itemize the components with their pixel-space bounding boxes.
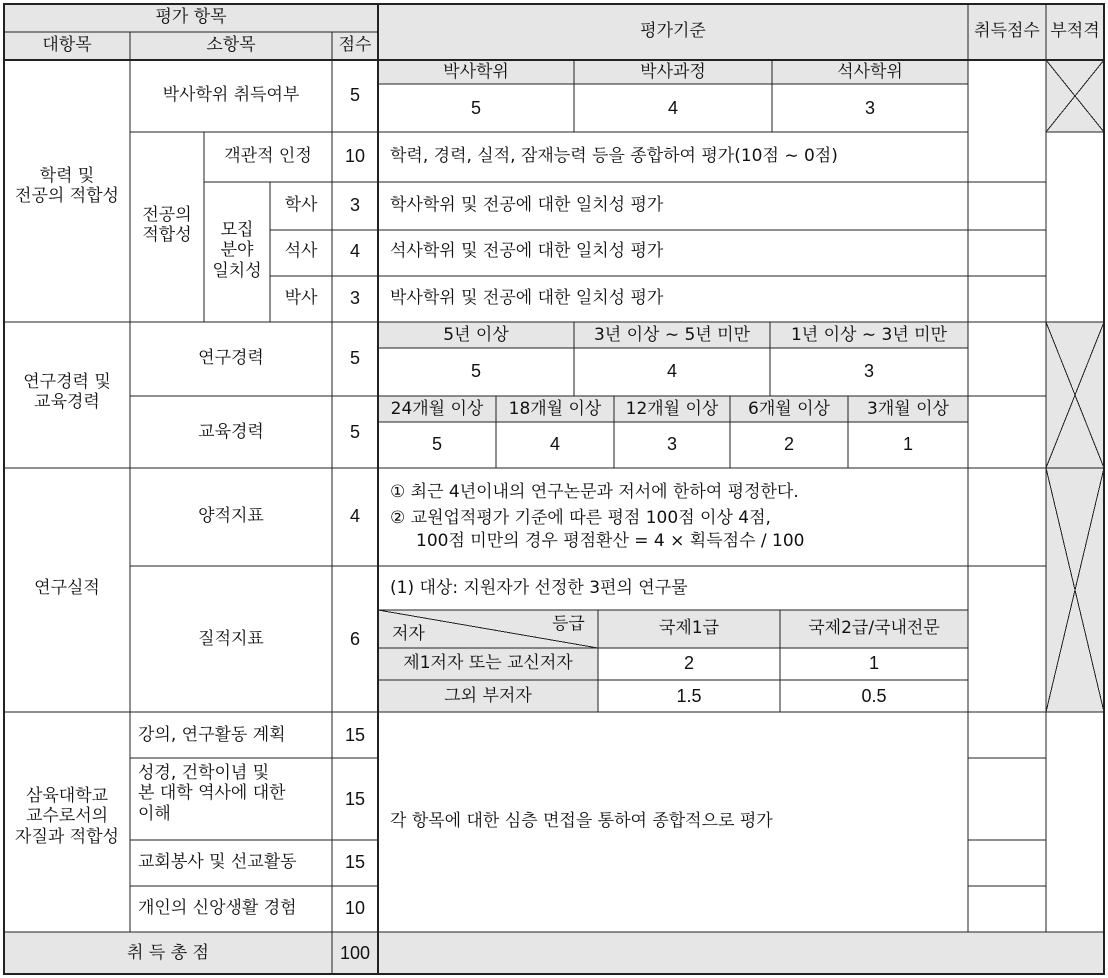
qual-co-author-v2: 0.5	[861, 686, 887, 706]
phd-grade-head-3: 석사학위	[837, 62, 903, 82]
phd-grade-val-1: 5	[470, 98, 481, 118]
qual-row-co-author: 그외 부저자	[444, 686, 532, 706]
total-points: 100	[339, 943, 371, 963]
phd-grade-head-2: 박사과정	[640, 62, 706, 82]
teaching-grade-head-5: 3개월 이상	[867, 399, 949, 419]
teaching-grade-head-1: 24개월 이상	[390, 399, 484, 419]
bachelor-points: 3	[349, 195, 360, 215]
phd-grade-head-1: 박사학위	[443, 62, 509, 82]
research-points: 5	[349, 348, 360, 368]
objective-points: 10	[344, 146, 366, 166]
teaching-points: 5	[349, 422, 360, 442]
research-grade-head-2: 3년 이상 ∼ 5년 미만	[593, 325, 751, 345]
doctor-points: 3	[349, 288, 360, 308]
qual-co-author-v1: 1.5	[676, 686, 702, 706]
qual-first-author-v1: 2	[683, 653, 694, 673]
objective-label: 객관적 인정	[224, 146, 312, 166]
quant-line-3: 100점 미만의 경우 평점환산 = 4 × 획득점수 / 100	[416, 531, 805, 551]
phd-label: 박사학위 취득여부	[162, 85, 300, 105]
research-grade-head-1: 5년 이상	[443, 325, 509, 345]
sec4-item-3-points: 15	[344, 852, 366, 872]
header-points: 점수	[338, 35, 372, 55]
objective-criteria: 학력, 경력, 실적, 잠재능력 등을 종합하여 평가(10점 ∼ 0점)	[390, 146, 838, 166]
doctor-criteria: 박사학위 및 전공에 대한 일치성 평가	[390, 288, 664, 308]
teaching-grade-head-3: 12개월 이상	[625, 399, 719, 419]
major-fit-label: 전공의 적합성	[142, 205, 192, 246]
qual-col-intl1: 국제1급	[658, 618, 720, 638]
qual-col-intl2: 국제2급/국내전문	[808, 618, 940, 638]
research-grade-head-3: 1년 이상 ∼ 3년 미만	[790, 325, 948, 345]
sec4-item-2: 성경, 건학이념 및 본 대학 역사에 대한 이해	[138, 763, 286, 824]
phd-grade-val-3: 3	[864, 98, 875, 118]
teaching-grade-head-2: 18개월 이상	[508, 399, 602, 419]
sec4-item-1-points: 15	[344, 725, 366, 745]
total-label: 취 득 총 점	[127, 943, 209, 963]
qual-target: (1) 대상: 지원자가 선정한 3편의 연구물	[390, 578, 688, 598]
master-points: 4	[349, 241, 360, 261]
teaching-grade-val-1: 5	[431, 434, 442, 454]
qual-label: 질적지표	[198, 629, 264, 649]
field-match-label: 모집 분야 일치성	[212, 220, 262, 281]
teaching-grade-val-5: 1	[902, 434, 913, 454]
sec4-item-4: 개인의 신앙생활 경험	[138, 898, 297, 918]
bachelor-criteria: 학사학위 및 전공에 대한 일치성 평가	[390, 195, 664, 215]
sec4-criteria: 각 항목에 대한 심층 면접을 통하여 종합적으로 평가	[390, 811, 773, 831]
qual-row-first-author: 제1저자 또는 교신저자	[403, 653, 573, 673]
sec4-label: 삼육대학교 교수로서의 자질과 적합성	[15, 786, 119, 847]
teaching-label: 교육경력	[198, 422, 264, 442]
header-minor: 소항목	[206, 35, 256, 55]
teaching-grade-val-4: 2	[783, 434, 794, 454]
research-grade-val-2: 4	[666, 361, 677, 381]
quant-line-1: ① 최근 4년이내의 연구논문과 저서에 한하여 평정한다.	[390, 482, 799, 502]
bachelor-label: 학사	[284, 195, 318, 215]
qual-points: 6	[349, 629, 360, 649]
header-earned: 취득점수	[974, 21, 1040, 41]
research-grade-val-1: 5	[470, 361, 481, 381]
sec3-label: 연구실적	[34, 578, 100, 598]
sec4-item-1: 강의, 연구활동 계획	[138, 725, 286, 745]
sec4-item-4-points: 10	[344, 898, 366, 918]
quant-line-2: ② 교원업적평가 기준에 따른 평점 100점 이상 4점,	[390, 508, 771, 528]
phd-points: 5	[349, 85, 360, 105]
research-label: 연구경력	[198, 348, 264, 368]
quant-label: 양적지표	[198, 506, 264, 526]
research-grade-val-3: 3	[863, 361, 874, 381]
header-fail: 부적격	[1050, 21, 1100, 41]
qual-diag-bottom: 저자	[392, 624, 425, 644]
teaching-grade-val-2: 4	[549, 434, 560, 454]
master-label: 석사	[284, 241, 318, 261]
master-criteria: 석사학위 및 전공에 대한 일치성 평가	[390, 241, 664, 261]
sec2-label: 연구경력 및 교육경력	[23, 372, 111, 413]
sec4-item-3: 교회봉사 및 선교활동	[138, 852, 297, 872]
header-major: 대항목	[42, 35, 92, 55]
header-criteria: 평가기준	[640, 21, 706, 41]
quant-points: 4	[349, 506, 360, 526]
phd-grade-val-2: 4	[667, 98, 678, 118]
qual-diag-top: 등급	[552, 614, 585, 634]
doctor-label: 박사	[284, 288, 318, 308]
teaching-grade-head-4: 6개월 이상	[748, 399, 830, 419]
sec4-item-2-points: 15	[344, 789, 366, 809]
teaching-grade-val-3: 3	[666, 434, 677, 454]
sec1-label: 학력 및 전공의 적합성	[15, 166, 119, 207]
qual-first-author-v2: 1	[868, 653, 879, 673]
header-group: 평가 항목	[155, 7, 227, 27]
